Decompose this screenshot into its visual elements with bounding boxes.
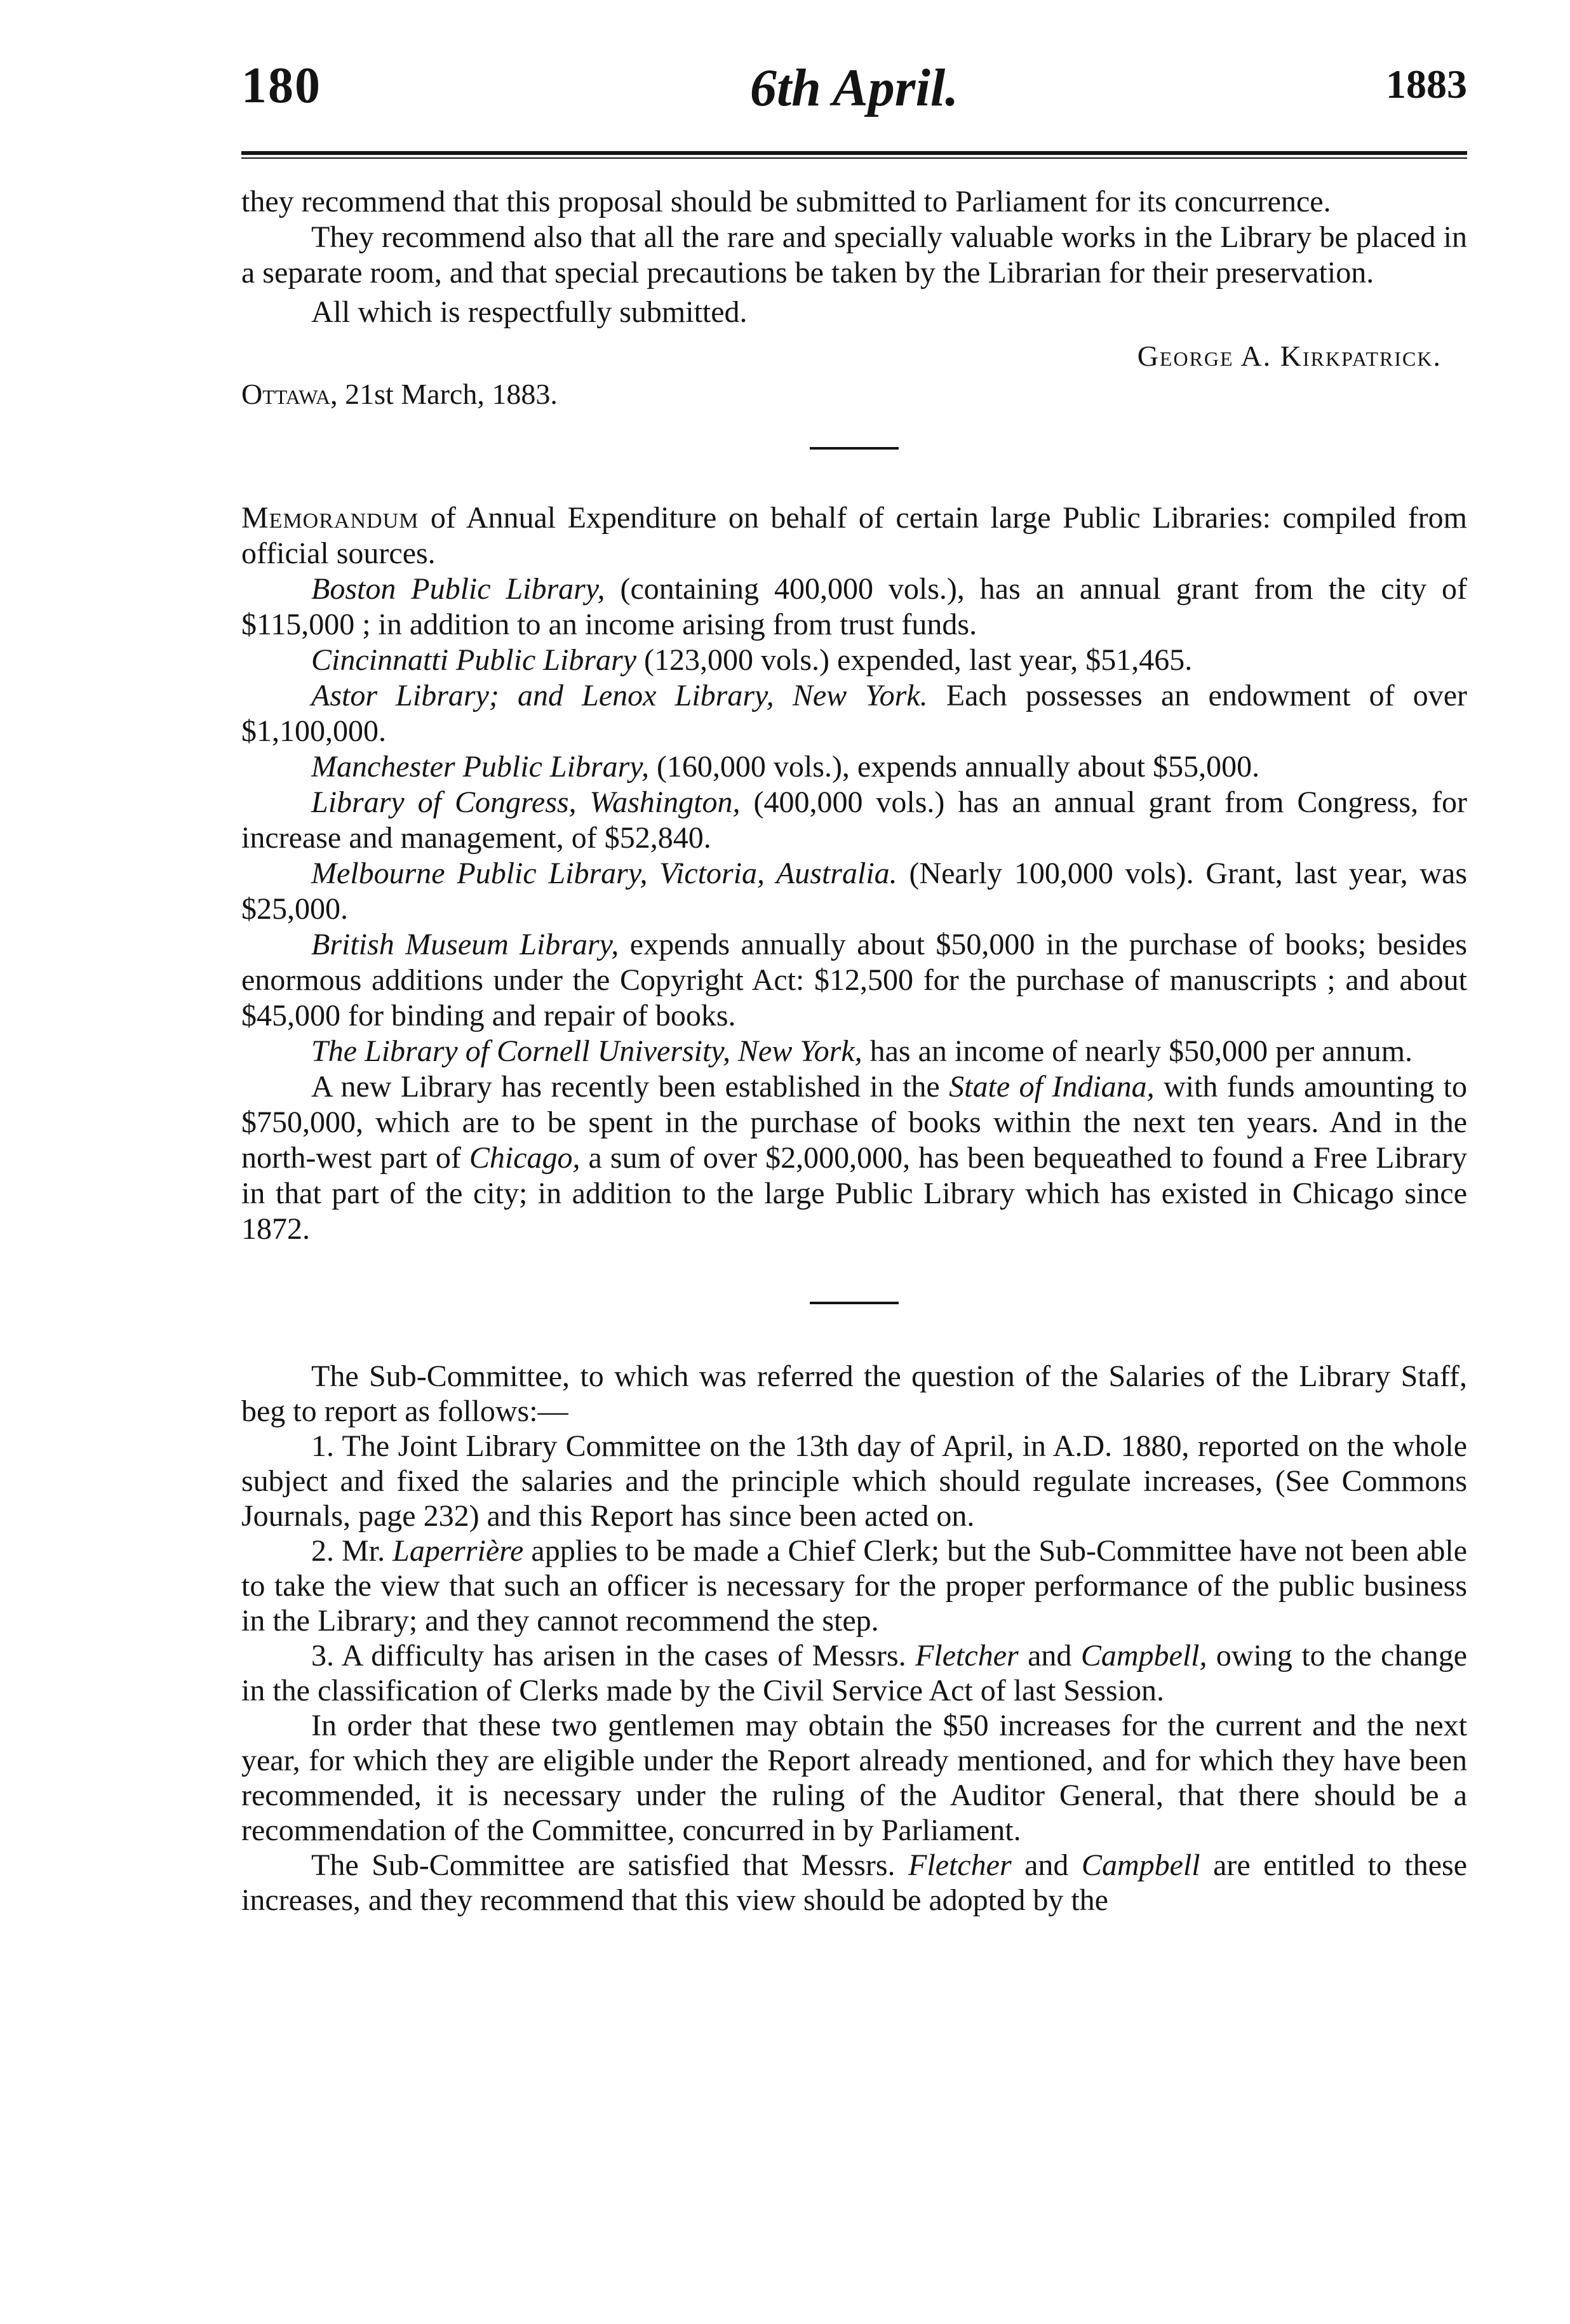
last-conjunction: and bbox=[1024, 1848, 1069, 1882]
running-head bbox=[241, 57, 1467, 140]
sub-committee-order-paragraph: In order that these two gentlemen may obtain the $50 increases for the current and the next year, for which they are eligible under the Report already mentioned, and for which they have been recommended, it is necessary under the ruling of the Auditor General, that there should be a recommendation of the Committee, concurred in by Parliament. bbox=[241, 1709, 1467, 1847]
date: 21st March, 1883. bbox=[345, 378, 558, 410]
library-name: Melbourne Public Library, Victoria, Australia. bbox=[311, 857, 897, 890]
library-name: Library of Congress, Washington, bbox=[311, 785, 741, 819]
memo-entry-melbourne bbox=[241, 856, 1467, 927]
document-page bbox=[241, 57, 1467, 1918]
memorandum-section bbox=[241, 500, 1467, 1247]
library-name: Boston Public Library, bbox=[311, 572, 605, 606]
chicago-place: Chicago, bbox=[469, 1141, 580, 1175]
library-details: Each possesses an endowment of over $1,100,000. bbox=[241, 679, 1467, 748]
last-text-before: The Sub-Committee are satisfied that Messrs. bbox=[311, 1848, 896, 1882]
section-divider-1 bbox=[810, 447, 899, 450]
signature-block bbox=[241, 333, 1467, 422]
library-details: (Nearly 100,000 vols). Grant, last year, was $25,000. bbox=[241, 857, 1468, 926]
person-name: Campbell, bbox=[1080, 1639, 1207, 1673]
library-name: Manchester Public Library, bbox=[311, 750, 649, 784]
sub-committee-intro: The Sub-Committee, to which was referred the question of the Salaries of the Library Staff, beg to report as follows:— bbox=[241, 1359, 1467, 1428]
last-text-after: are entitled to these increases, and they recommend that this view should be adopted by the bbox=[241, 1848, 1468, 1917]
item2-text-before: 2. Mr. bbox=[311, 1534, 386, 1568]
item3-text-before: 3. A difficulty has arisen in the cases of Messrs. bbox=[311, 1639, 906, 1673]
person-name: Fletcher bbox=[908, 1848, 1012, 1882]
memo-entry-british-museum bbox=[241, 927, 1467, 1034]
person-name: Campbell bbox=[1081, 1848, 1200, 1882]
sub-committee-last-paragraph bbox=[241, 1848, 1467, 1918]
memo-entry-astor-lenox bbox=[241, 678, 1467, 749]
library-details: has an income of nearly $50,000 per annum. bbox=[869, 1034, 1413, 1068]
memorandum-lead: Memorandum bbox=[241, 501, 419, 535]
memo-entry-cincinnatti bbox=[241, 643, 1467, 678]
person-name: Fletcher bbox=[915, 1639, 1019, 1673]
library-details: (160,000 vols.), expends annually about $55,000. bbox=[656, 750, 1260, 784]
library-name: British Museum Library, bbox=[311, 928, 619, 961]
indiana-place: State of Indiana, bbox=[949, 1070, 1155, 1104]
report-section bbox=[241, 184, 1467, 422]
indiana-text-3: a sum of over $2,000,000, has been bequeathed to found a Free Library in that part of the city; in addition to the large Public Library which has existed in Chicago since 1872. bbox=[241, 1141, 1468, 1246]
report-closing: All which is respectfully submitted. bbox=[311, 295, 748, 329]
memo-entry-cornell bbox=[241, 1034, 1467, 1069]
library-details: expends annually about $50,000 in the purchase of books; besides enormous additions under the Copyright Act: $12,500 for the purchase of manuscripts ; and about $45,000 for binding and repair of books. bbox=[241, 928, 1467, 1032]
library-details: (123,000 vols.) expended, last year, $51,465. bbox=[644, 643, 1193, 677]
library-details: (400,000 vols.) has an annual grant from Congress, for increase and management, of $52,840. bbox=[241, 785, 1468, 855]
section-divider-2 bbox=[810, 1302, 899, 1304]
memorandum-intro bbox=[241, 500, 1467, 571]
memorandum-intro-text: of Annual Expenditure on behalf of certain large Public Libraries: compiled from official sources. bbox=[241, 501, 1468, 570]
running-year: 1883 bbox=[1386, 62, 1467, 107]
place: Ottawa, bbox=[241, 378, 338, 410]
item3-text-after: owing to the change in the classification of Clerks made by the Civil Service Act of last Session. bbox=[241, 1639, 1468, 1707]
sub-committee-item-2 bbox=[241, 1533, 1467, 1638]
item2-text-after: applies to be made a Chief Clerk; but the Sub-Committee have not been able to take the view that such an officer is necessary for the proper performance of the public business in the Library; and they cannot recommend the step. bbox=[241, 1534, 1468, 1638]
memo-indiana-chicago bbox=[241, 1069, 1467, 1247]
memo-entry-congress bbox=[241, 785, 1467, 856]
running-title: 6th April. bbox=[749, 58, 959, 117]
signature: George A. Kirkpatrick. bbox=[1137, 340, 1442, 372]
indiana-text-2: with funds amounting to $750,000, which are to be spent in the purchase of books within the next ten years. And in the north-west part of bbox=[241, 1070, 1468, 1175]
memo-entry-manchester bbox=[241, 749, 1467, 785]
page-number: 180 bbox=[241, 58, 321, 114]
library-details: (containing 400,000 vols.), has an annual grant from the city of $115,000 ; in addition to an income arising from trust funds. bbox=[241, 572, 1468, 641]
place-date bbox=[241, 377, 558, 411]
library-name: Astor Library; and Lenox Library, New York. bbox=[311, 679, 928, 712]
library-name: Cincinnatti Public Library bbox=[311, 643, 636, 677]
sub-committee-item-3 bbox=[241, 1638, 1467, 1708]
person-name: Laperrière bbox=[392, 1534, 524, 1568]
sub-committee-section bbox=[241, 1359, 1467, 1918]
header-double-rule bbox=[241, 151, 1467, 159]
indiana-text-1: A new Library has recently been established in the bbox=[311, 1070, 940, 1104]
item3-conjunction: and bbox=[1028, 1639, 1072, 1673]
report-paragraph-2: They recommend also that all the rare and specially valuable works in the Library be placed in a separate room, and that special precautions be taken by the Librarian for their preservation. bbox=[241, 220, 1467, 290]
sub-committee-item-1: 1. The Joint Library Committee on the 13th day of April, in A.D. 1880, reported on the whole subject and fixed the salaries and the principle which should regulate increases, (See Commons Journals, page 232) and this Report has since been acted on. bbox=[241, 1429, 1467, 1533]
library-name: The Library of Cornell University, New York, bbox=[311, 1034, 862, 1068]
report-paragraph-1: they recommend that this proposal should be submitted to Parliament for its concurrence. bbox=[241, 185, 1331, 218]
memo-entry-boston bbox=[241, 571, 1467, 643]
